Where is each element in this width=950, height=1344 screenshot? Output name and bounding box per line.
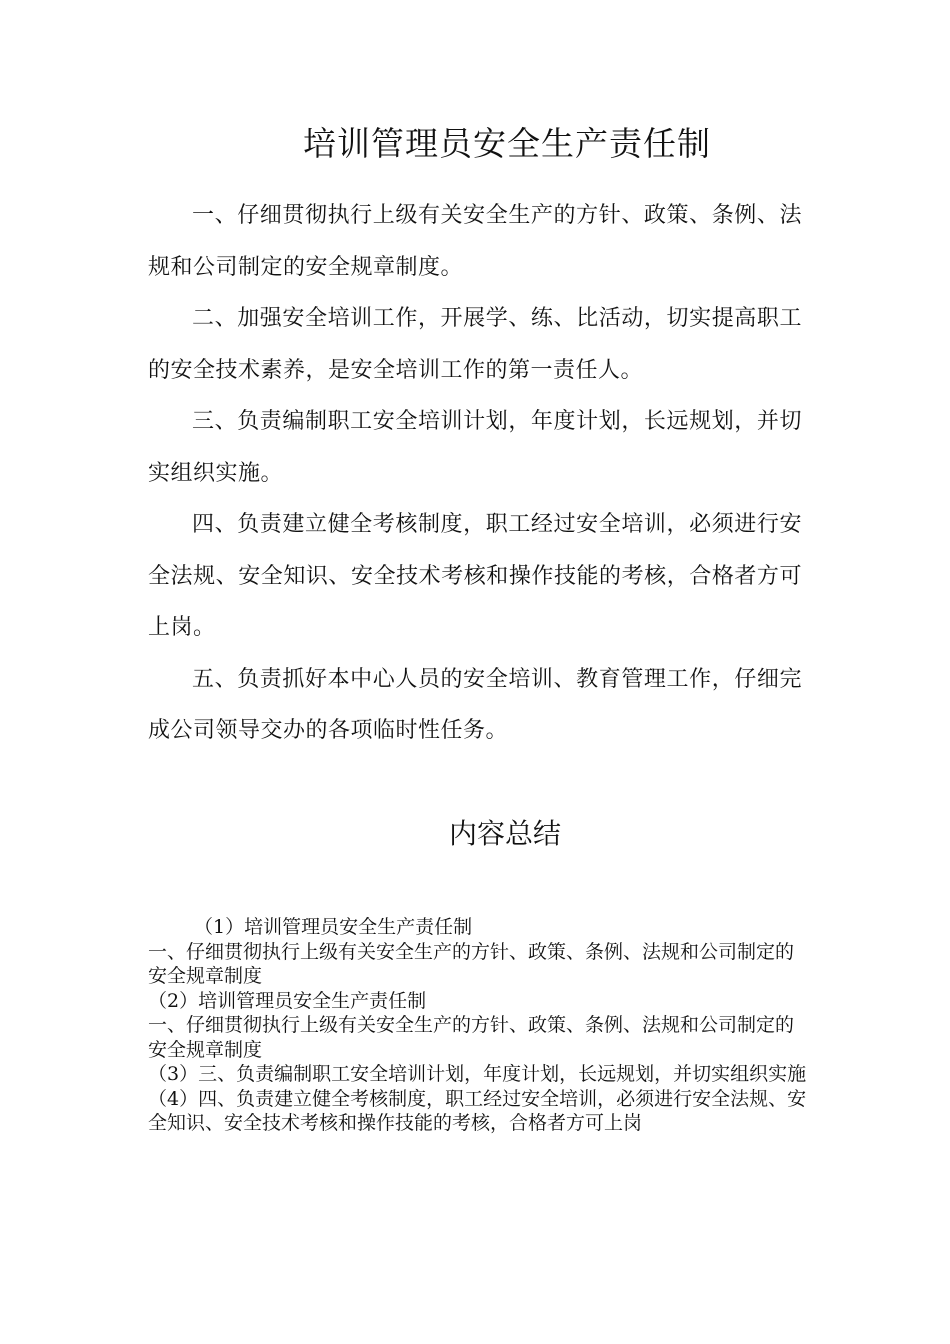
summary-item-4 xyxy=(148,1087,808,1136)
summary-item-2 xyxy=(148,989,808,1063)
summary-item-text: （3）三、负责编制职工安全培训计划，年度计划，长远规划，并切实组织实施 xyxy=(148,1063,807,1085)
document-body xyxy=(148,190,802,757)
summary-item-text: 一、仔细贯彻执行上级有关安全生产的方针、政策、条例、法规和公司制定的安全规章制度 xyxy=(148,940,795,987)
summary-item-1 xyxy=(148,915,808,989)
summary-title: 内容总结 xyxy=(448,817,561,850)
summary-list xyxy=(148,915,808,1136)
paragraph-4: 四、负责建立健全考核制度，职工经过安全培训，必须进行安全法规、安全知识、安全技术考核和操作技能的考核，合格者方可上岗。 xyxy=(148,512,802,640)
summary-item-heading: （2）培训管理员安全生产责任制 xyxy=(148,989,427,1012)
summary-item-heading: （1）培训管理员安全生产责任制 xyxy=(194,916,473,938)
paragraph-2: 二、加强安全培训工作，开展学、练、比活动，切实提高职工的安全技术素养，是安全培训工作的第一责任人。 xyxy=(148,306,802,383)
summary-item-3 xyxy=(148,1062,808,1087)
paragraph-1: 一、仔细贯彻执行上级有关安全生产的方针、政策、条例、法规和公司制定的安全规章制度。 xyxy=(148,203,802,280)
paragraph-5: 五、负责抓好本中心人员的安全培训、教育管理工作，仔细完成公司领导交办的各项临时性任务。 xyxy=(148,666,802,743)
document-title: 培训管理员安全生产责任制 xyxy=(303,124,711,163)
paragraph-3: 三、负责编制职工安全培训计划，年度计划，长远规划，并切实组织实施。 xyxy=(148,409,802,486)
summary-item-text: （4）四、负责建立健全考核制度，职工经过安全培训，必须进行安全法规、安全知识、安全技术考核和操作技能的考核，合格者方可上岗 xyxy=(148,1087,807,1134)
summary-item-text: 一、仔细贯彻执行上级有关安全生产的方针、政策、条例、法规和公司制定的安全规章制度 xyxy=(148,1014,795,1061)
